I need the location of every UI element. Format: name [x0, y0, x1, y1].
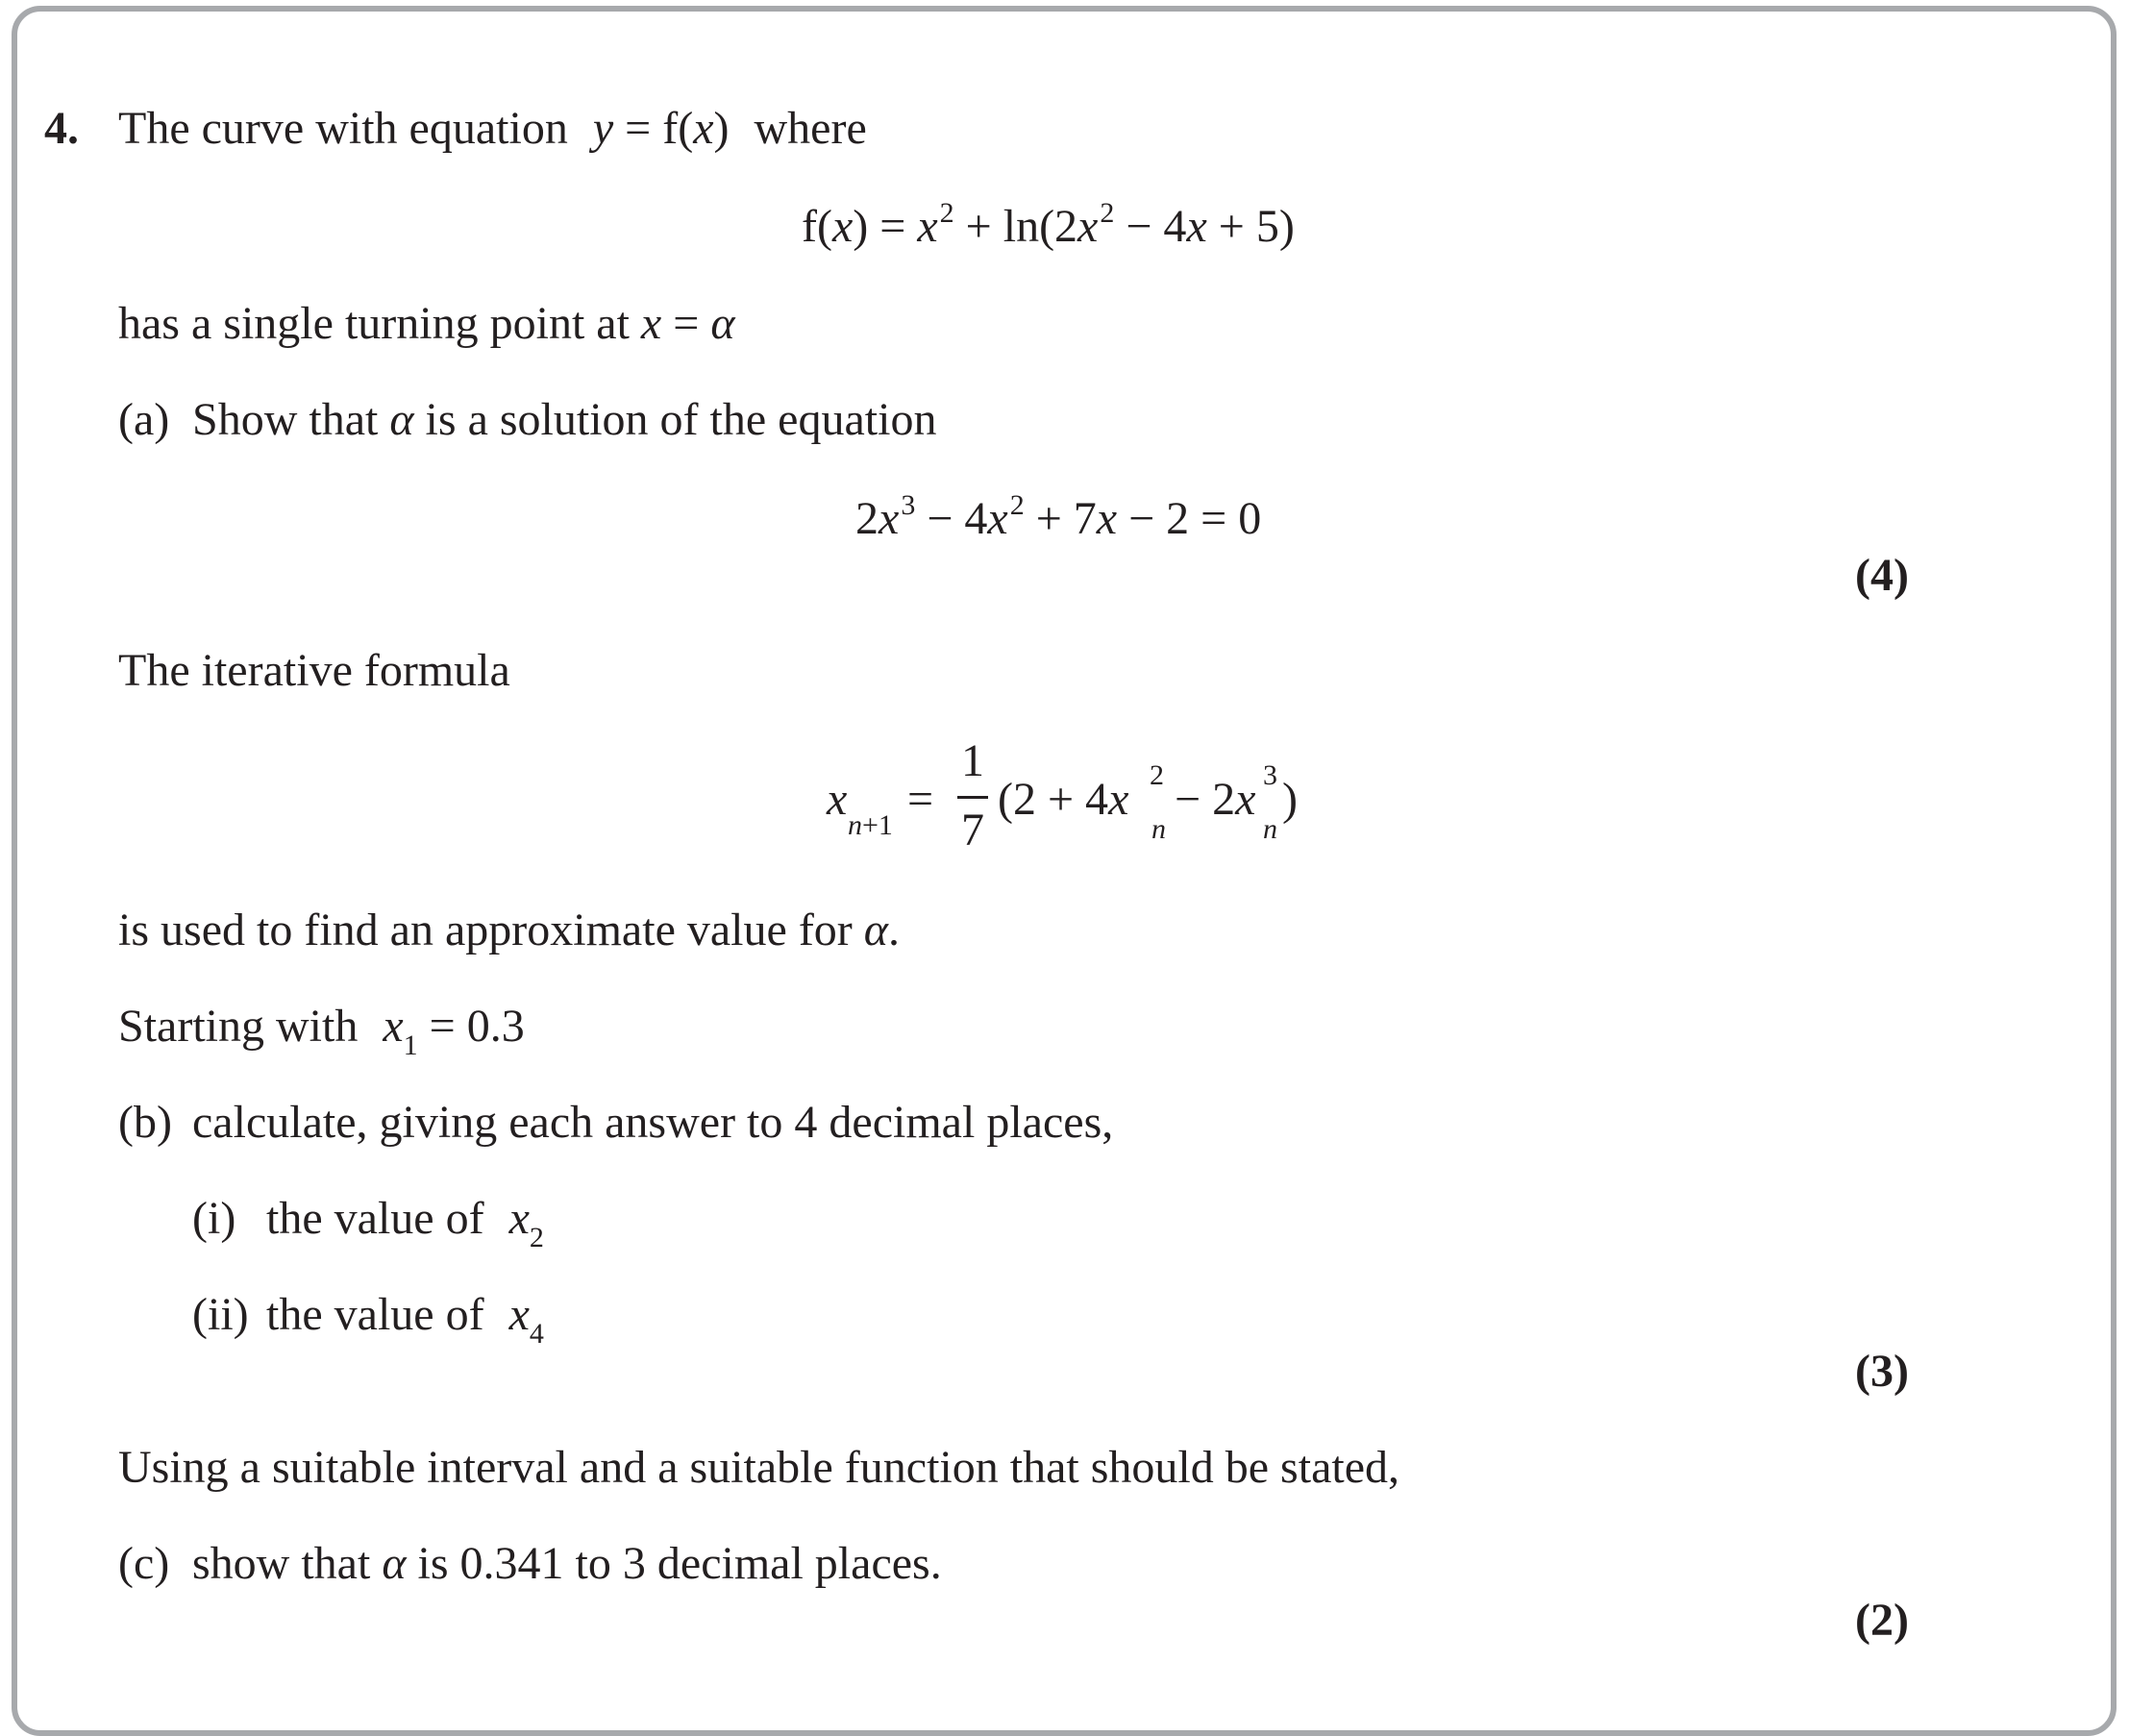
question-number: 4. — [44, 103, 79, 154]
part-a-label: (a) — [118, 394, 170, 445]
intro-line — [118, 103, 867, 154]
part-b-ii-label: (ii) — [192, 1289, 249, 1340]
part-b-label: (b) — [118, 1097, 172, 1148]
turning-point-equation: x = α — [640, 298, 735, 349]
intro-where: where — [754, 103, 867, 154]
part-c-text: show that α is 0.341 to 3 decimal places. — [192, 1538, 942, 1589]
part-b-text: calculate, giving each answer to 4 decimal places, — [192, 1097, 1114, 1148]
part-c-label: (c) — [118, 1538, 170, 1589]
starting-value: $x_1 = 0.3$ — [383, 1001, 525, 1061]
intro-equation: y = f(x) — [592, 103, 730, 154]
part-c-marks: (2) — [1855, 1595, 1909, 1646]
part-b-i-var: $x_2$ — [508, 1193, 544, 1253]
part-b-i-text: the value of — [266, 1193, 484, 1244]
intro-text: The curve with equation — [118, 103, 568, 154]
turning-point-line — [118, 298, 735, 349]
part-b-marks: (3) — [1855, 1346, 1909, 1397]
iterative-formula: x n+1 = 1 7 (2 + 4x n 2 − 2x n 3 ) — [827, 735, 1298, 856]
used-text: is used to find an approximate value for α. — [118, 905, 900, 955]
function-definition: $f(x) = x^2 + \ln(2x^2 - 4x + 5)$ — [802, 197, 1295, 252]
part-b-ii-line — [266, 1289, 544, 1350]
part-b-i-line — [266, 1193, 544, 1253]
interval-text: Using a suitable interval and a suitable function that should be stated, — [118, 1442, 1400, 1493]
iterative-intro: The iterative formula — [118, 645, 510, 696]
part-b-ii-text: the value of — [266, 1289, 484, 1340]
part-a-equation: $2x^3 - 4x^2 + 7x - 2 = 0$ — [855, 489, 1262, 544]
starting-text: Starting with — [118, 1001, 359, 1052]
part-b-i-label: (i) — [192, 1193, 236, 1244]
turning-point-text: has a single turning point at — [118, 298, 630, 349]
part-a-text: Show that α is a solution of the equation — [192, 394, 937, 445]
part-a-marks: (4) — [1855, 550, 1909, 601]
starting-line — [118, 1001, 525, 1061]
part-b-ii-var: $x_4$ — [508, 1289, 544, 1350]
